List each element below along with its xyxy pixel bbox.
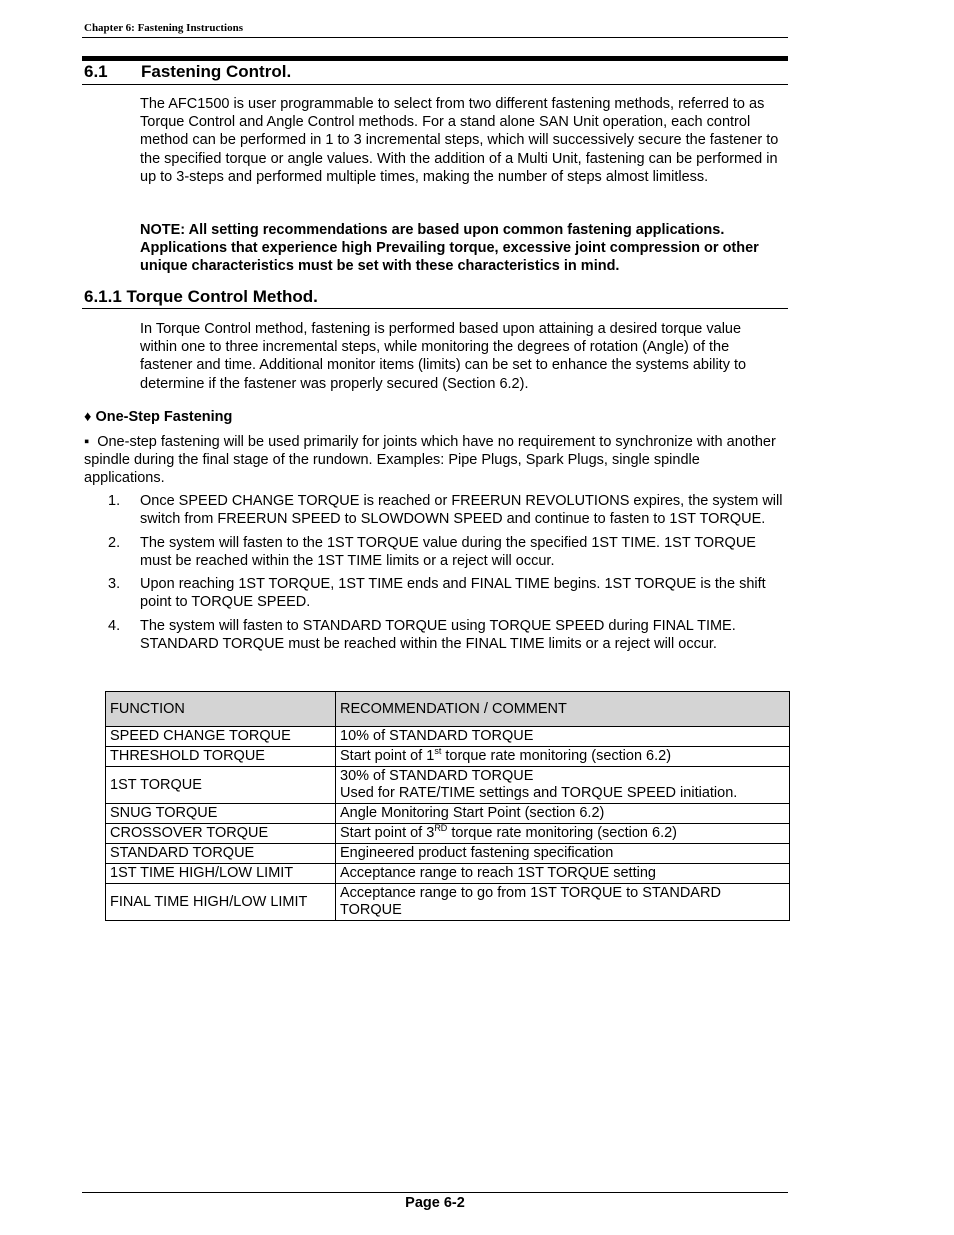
step-text: Once SPEED CHANGE TORQUE is reached or FREERUN REVOLUTIONS expires, the system will switch from FREERUN SPEED to SLOWDOWN SPEED and continue to fasten to 1ST TORQUE. — [140, 493, 783, 527]
table-row — [106, 747, 790, 767]
table-row — [106, 727, 790, 747]
function-cell: 1ST TIME HIGH/LOW LIMIT — [106, 864, 336, 884]
function-cell: SPEED CHANGE TORQUE — [106, 727, 336, 747]
bullet-text: One-step fastening will be used primarily for joints which have no requirement to synchronize with another spindle during the final stage of the rundown. Examples: Pipe Plugs, Spark Plugs, single spindle applications. — [84, 434, 776, 486]
comment-text: Start point of 3 — [340, 825, 435, 841]
section-number: 6.1 — [84, 62, 108, 81]
step-number: 4. — [108, 617, 121, 634]
note-paragraph: NOTE: All setting recommendations are based upon common fastening applications. Applications that experience high Prevailing torque, excessive joint compression or other unique characteristics must be set with these characteristics in mind. — [140, 222, 759, 275]
thick-divider — [82, 56, 788, 61]
header-divider — [82, 37, 788, 38]
function-table — [105, 691, 790, 921]
section-underline — [82, 84, 788, 85]
step-text: The system will fasten to the 1ST TORQUE value during the specified 1ST TIME. 1ST TORQUE must be reached within the 1ST TIME limits or a reject will occur. — [140, 534, 756, 569]
comment-cell: Engineered product fastening specification — [336, 844, 790, 864]
comment-cell — [336, 747, 790, 767]
table-row — [106, 884, 790, 921]
table-row — [106, 864, 790, 884]
subsection-underline — [82, 308, 788, 309]
step-number: 2. — [108, 534, 121, 551]
column-header-function: FUNCTION — [106, 692, 336, 727]
function-cell: STANDARD TORQUE — [106, 844, 336, 864]
step-number: 3. — [108, 576, 121, 592]
one-step-title: One-Step Fastening — [95, 409, 233, 425]
comment-cell: Acceptance range to reach 1ST TORQUE setting — [336, 864, 790, 884]
comment-line: 30% of STANDARD TORQUE — [340, 768, 534, 784]
comment-text: Start point of 1 — [340, 748, 435, 764]
list-item — [108, 575, 788, 611]
comment-cell — [336, 767, 790, 804]
comment-text: torque rate monitoring (section 6.2) — [447, 825, 678, 841]
function-cell: SNUG TORQUE — [106, 804, 336, 824]
one-step-heading — [84, 409, 232, 425]
function-cell: FINAL TIME HIGH/LOW LIMIT — [106, 884, 336, 921]
chapter-header: Chapter 6: Fastening Instructions — [84, 22, 244, 34]
page-number: Page 6-2 — [405, 1195, 465, 1211]
table-row — [106, 767, 790, 804]
table-row — [106, 844, 790, 864]
table-header-row — [106, 692, 790, 727]
function-cell: 1ST TORQUE — [106, 767, 336, 804]
table-row — [106, 804, 790, 824]
list-item — [108, 617, 788, 653]
comment-cell: Acceptance range to go from 1ST TORQUE to STANDARD TORQUE — [336, 884, 790, 921]
steps-list — [108, 492, 788, 658]
one-step-bullet — [84, 433, 784, 487]
comment-line: Used for RATE/TIME settings and TORQUE SPEED initiation. — [340, 785, 738, 801]
table-row — [106, 824, 790, 844]
function-cell: THRESHOLD TORQUE — [106, 747, 336, 767]
comment-cell: Angle Monitoring Start Point (section 6.2) — [336, 804, 790, 824]
subsection-heading: 6.1.1 Torque Control Method. — [84, 287, 318, 306]
superscript: RD — [434, 823, 448, 834]
torque-control-paragraph: In Torque Control method, fastening is performed based upon attaining a desired torque value within one to three incremental steps, while monitoring the degrees of rotation (Angle) of the fastener and time. Additional monitor items (limits) can be set to enhance the systems ability to determine if the fastener was properly secured (Section 6.2). — [140, 321, 747, 392]
square-bullet-icon: ▪ — [84, 434, 90, 450]
intro-paragraph: The AFC1500 is user programmable to select from two different fastening methods, referred to as Torque Control and Angle Control methods. For a stand alone SAN Unit operation, each control method can be performed in 1 to 3 incremental steps, which will successively secure the fastener to the specified torque or angle values. With the addition of a Multi Unit, fastening can be performed in up to 3-steps and performed multiple times, making the number of steps almost limitless. — [140, 96, 779, 185]
diamond-icon: ♦ — [84, 409, 92, 425]
comment-text: torque rate monitoring (section 6.2) — [441, 748, 672, 764]
section-title: Fastening Control. — [141, 62, 292, 81]
list-item — [108, 534, 788, 570]
function-cell: CROSSOVER TORQUE — [106, 824, 336, 844]
comment-cell: 10% of STANDARD TORQUE — [336, 727, 790, 747]
footer-divider — [82, 1192, 788, 1193]
section-heading — [84, 62, 291, 82]
comment-cell — [336, 824, 790, 844]
superscript: st — [434, 746, 442, 757]
column-header-comment: RECOMMENDATION / COMMENT — [336, 692, 790, 727]
step-number: 1. — [108, 493, 121, 509]
step-text: The system will fasten to STANDARD TORQUE using TORQUE SPEED during FINAL TIME. STANDARD TORQUE must be reached within the FINAL TIME limits or a reject will occur. — [140, 617, 736, 652]
list-item — [108, 492, 788, 528]
step-text: Upon reaching 1ST TORQUE, 1ST TIME ends and FINAL TIME begins. 1ST TORQUE is the shift point to TORQUE SPEED. — [140, 576, 766, 610]
